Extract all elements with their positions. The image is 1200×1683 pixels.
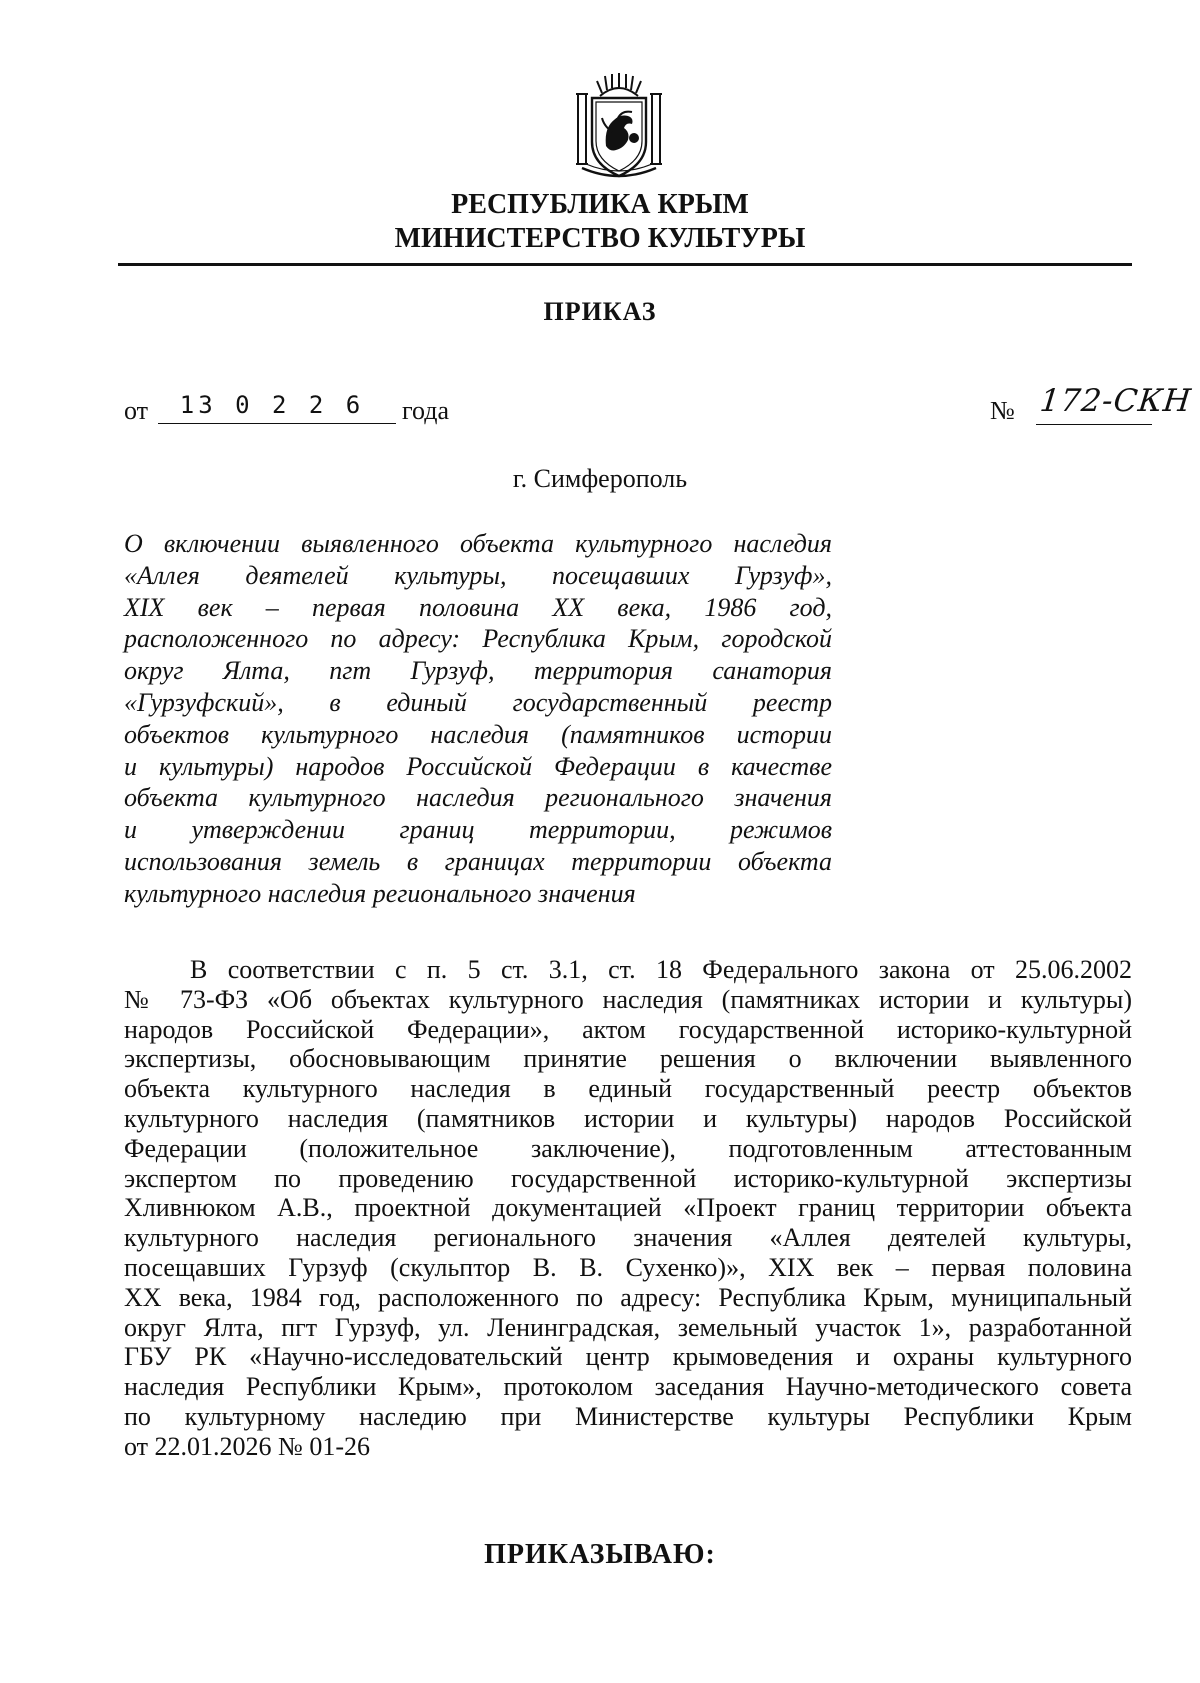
preamble-line: объекта культурного наследия в единый государственный реестр объектов xyxy=(124,1074,1132,1104)
number-underline xyxy=(1036,424,1152,425)
title-line: «Гурзуфский», в единый государственный реестр xyxy=(124,687,832,717)
preamble-line: Хливнюком А.В., проектной документацией «Проект границ территории объекта xyxy=(124,1193,1132,1223)
date-suffix: года xyxy=(402,396,450,425)
preamble-line: культурного наследия (памятников истории и культуры) народов Российской xyxy=(124,1103,1132,1133)
preamble-line: В соответствии с п. 5 ст. 3.1, ст. 18 Федерального закона от 25.06.2002 xyxy=(190,955,1132,984)
title-line: объектов культурного наследия (памятников истории xyxy=(124,719,832,749)
title-line: «Аллея деятелей культуры, посещавших Гурзуф», xyxy=(124,560,832,590)
title-line: объекта культурного наследия регионального значения xyxy=(124,783,832,813)
preamble-line: от 22.01.2026 № 01-26 xyxy=(124,1431,370,1461)
republic-title: РЕСПУБЛИКА КРЫМ xyxy=(451,189,749,220)
preamble-line: экспертизы, обосновывающим принятие решения о включении выявленного xyxy=(124,1044,1132,1074)
preamble-line: ГБУ РК «Научно-исследовательский центр крымоведения и охраны культурного xyxy=(124,1342,1132,1372)
city: г. Симферополь xyxy=(512,464,688,493)
title-line: использования земель в границах территории объекта xyxy=(124,846,832,876)
preamble-line: № 73-ФЗ «Об объектах культурного наследия (памятниках истории и культуры) xyxy=(124,984,1132,1014)
preamble-line: экспертом по проведению государственной историко-культурной экспертизы xyxy=(124,1163,1132,1193)
date-underline xyxy=(158,423,396,424)
preamble-line: XX века, 1984 год, расположенного по адресу: Республика Крым, муниципальный xyxy=(124,1282,1132,1312)
header-divider xyxy=(118,263,1132,266)
preamble-line: наследия Республики Крым», протоколом заседания Научно-методического совета xyxy=(124,1372,1132,1402)
title-line: и культуры) народов Российской Федерации в качестве xyxy=(124,751,832,781)
document-number: 172-СКН xyxy=(1038,383,1194,419)
crimea-coat-of-arms-icon xyxy=(572,72,666,184)
order-preamble xyxy=(124,955,1132,1462)
preamble-line: округ Ялта, пгт Гурзуф, ул. Ленинградская, земельный участок 1», разработанной xyxy=(124,1312,1132,1342)
preamble-line: культурного наследия регионального значения «Аллея деятелей культуры, xyxy=(124,1223,1132,1253)
title-line: расположенного по адресу: Республика Крым, городской xyxy=(124,624,832,654)
title-line: и утверждении границ территории, режимов xyxy=(124,815,832,845)
date-stamp: 13 0 2 2 6 xyxy=(179,391,365,419)
title-line: XIX век – первая половина XX века, 1986 год, xyxy=(124,592,832,622)
preamble-line: Федерации (положительное заключение), подготовленным аттестованным xyxy=(124,1133,1132,1163)
preamble-line: народов Российской Федерации», актом государственной историко-культурной xyxy=(124,1014,1132,1044)
order-directive: ПРИКАЗЫВАЮ: xyxy=(484,1539,716,1570)
document-type: ПРИКАЗ xyxy=(543,297,657,326)
order-title xyxy=(124,528,832,910)
preamble-line: посещавших Гурзуф (скульптор В. В. Сухенко)», XIX век – первая половина xyxy=(124,1252,1132,1282)
title-line: округ Ялта, пгт Гурзуф, территория санатория xyxy=(124,656,832,686)
title-line: культурного наследия регионального значения xyxy=(124,878,636,908)
ministry-title: МИНИСТЕРСТВО КУЛЬТУРЫ xyxy=(394,223,806,254)
number-prefix: № xyxy=(990,396,1015,425)
title-line: О включении выявленного объекта культурного наследия xyxy=(124,529,832,558)
preamble-line: по культурному наследию при Министерстве культуры Республики Крым xyxy=(124,1401,1132,1431)
date-prefix: от xyxy=(124,396,149,425)
